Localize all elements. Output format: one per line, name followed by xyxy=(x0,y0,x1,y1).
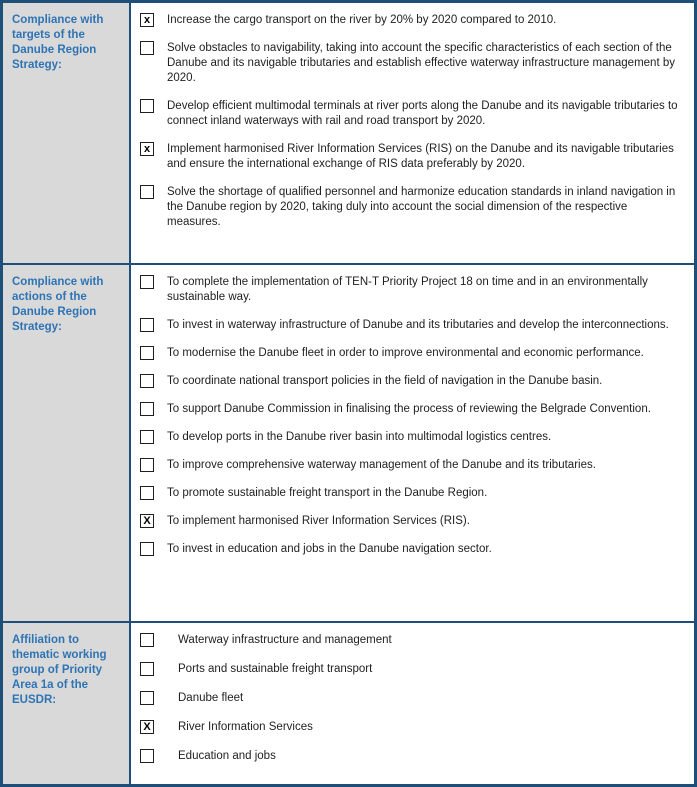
item-label: To improve comprehensive waterway management of the Danube and its tributaries. xyxy=(167,459,596,471)
checkbox[interactable] xyxy=(140,691,154,705)
checkbox[interactable] xyxy=(140,275,154,289)
checklist-item xyxy=(140,662,684,677)
checkbox[interactable] xyxy=(140,430,154,444)
checklist-item xyxy=(140,486,684,501)
item-label: Implement harmonised River Information Services (RIS) on the Danube and its navigable tributaries and ensure the international exchange of RIS data preferably by 2020. xyxy=(167,143,674,170)
table-row-affiliation xyxy=(3,623,694,784)
item-label: To invest in waterway infrastructure of Danube and its tributaries and develop the interconnections. xyxy=(167,319,669,331)
actions-checklist xyxy=(131,265,694,621)
item-label: Waterway infrastructure and management xyxy=(178,634,392,646)
checkbox[interactable] xyxy=(140,749,154,763)
item-label: Develop efficient multimodal terminals at river ports along the Danube and its navigable tributaries to connect inland waterways with rail and road transport by 2020. xyxy=(167,100,678,127)
checkbox[interactable] xyxy=(140,318,154,332)
checkbox[interactable] xyxy=(140,720,154,734)
checkbox-mark: X xyxy=(143,514,151,527)
checklist-item xyxy=(140,13,684,28)
checklist-item xyxy=(140,402,684,417)
table-row-actions xyxy=(3,265,694,623)
checklist-item xyxy=(140,41,684,86)
checklist-item xyxy=(140,430,684,445)
checkbox[interactable] xyxy=(140,402,154,416)
checkbox[interactable] xyxy=(140,486,154,500)
item-label: To complete the implementation of TEN-T Priority Project 18 on time and in an environmentally sustainable way. xyxy=(167,276,648,303)
checklist-item xyxy=(140,720,684,735)
checklist-item xyxy=(140,542,684,557)
checkbox[interactable] xyxy=(140,662,154,676)
item-label: River Information Services xyxy=(178,721,313,733)
checkbox[interactable] xyxy=(140,458,154,472)
row-header-targets: Compliance with targets of the Danube Region Strategy: xyxy=(3,3,131,263)
item-label: Education and jobs xyxy=(178,750,276,762)
item-label: To modernise the Danube fleet in order to improve environmental and economic performance. xyxy=(167,347,644,359)
checklist-item xyxy=(140,691,684,706)
item-label: Solve obstacles to navigability, taking into account the specific characteristics of each section of the Danube and its navigable tributaries and establish effective waterway infrastructure management by 2020. xyxy=(167,42,675,84)
checkbox[interactable] xyxy=(140,41,154,55)
checklist-item xyxy=(140,749,684,764)
checklist-item xyxy=(140,458,684,473)
item-label: Solve the shortage of qualified personnel and harmonize education standards in inland navigation in the Danube region by 2020, taking duly into account the social dimension of the respective measures. xyxy=(167,186,676,228)
checkbox[interactable] xyxy=(140,374,154,388)
checkbox[interactable] xyxy=(140,13,154,27)
table-row-targets xyxy=(3,3,694,265)
checkbox[interactable] xyxy=(140,99,154,113)
checklist-item xyxy=(140,633,684,648)
checklist-item xyxy=(140,99,684,129)
checkbox[interactable] xyxy=(140,542,154,556)
checkbox-mark: X xyxy=(143,720,151,733)
checkbox[interactable] xyxy=(140,142,154,156)
item-label: To promote sustainable freight transport in the Danube Region. xyxy=(167,487,488,499)
item-label: To support Danube Commission in finalising the process of reviewing the Belgrade Convention. xyxy=(167,403,651,415)
checkbox-mark: x xyxy=(143,13,151,26)
checkbox[interactable] xyxy=(140,514,154,528)
checklist-item xyxy=(140,374,684,389)
item-label: To invest in education and jobs in the Danube navigation sector. xyxy=(167,543,492,555)
item-label: Ports and sustainable freight transport xyxy=(178,663,373,675)
checkbox[interactable] xyxy=(140,633,154,647)
checklist-item xyxy=(140,318,684,333)
row-header-affiliation: Affiliation to thematic working group of Priority Area 1a of the EUSDR: xyxy=(3,623,131,784)
checkbox[interactable] xyxy=(140,346,154,360)
item-label: To implement harmonised River Information Services (RIS). xyxy=(167,515,470,527)
checkbox[interactable] xyxy=(140,185,154,199)
checklist-item xyxy=(140,346,684,361)
checkbox-mark: x xyxy=(143,142,151,155)
affiliation-checklist xyxy=(131,623,694,784)
checklist-item xyxy=(140,185,684,230)
item-label: Increase the cargo transport on the river by 20% by 2020 compared to 2010. xyxy=(167,14,557,26)
checklist-item xyxy=(140,142,684,172)
item-label: Danube fleet xyxy=(178,692,244,704)
item-label: To coordinate national transport policies in the field of navigation in the Danube basin. xyxy=(167,375,603,387)
targets-checklist xyxy=(131,3,694,263)
row-header-actions: Compliance with actions of the Danube Region Strategy: xyxy=(3,265,131,621)
checklist-item xyxy=(140,514,684,529)
item-label: To develop ports in the Danube river basin into multimodal logistics centres. xyxy=(167,431,552,443)
checklist-item xyxy=(140,275,684,305)
